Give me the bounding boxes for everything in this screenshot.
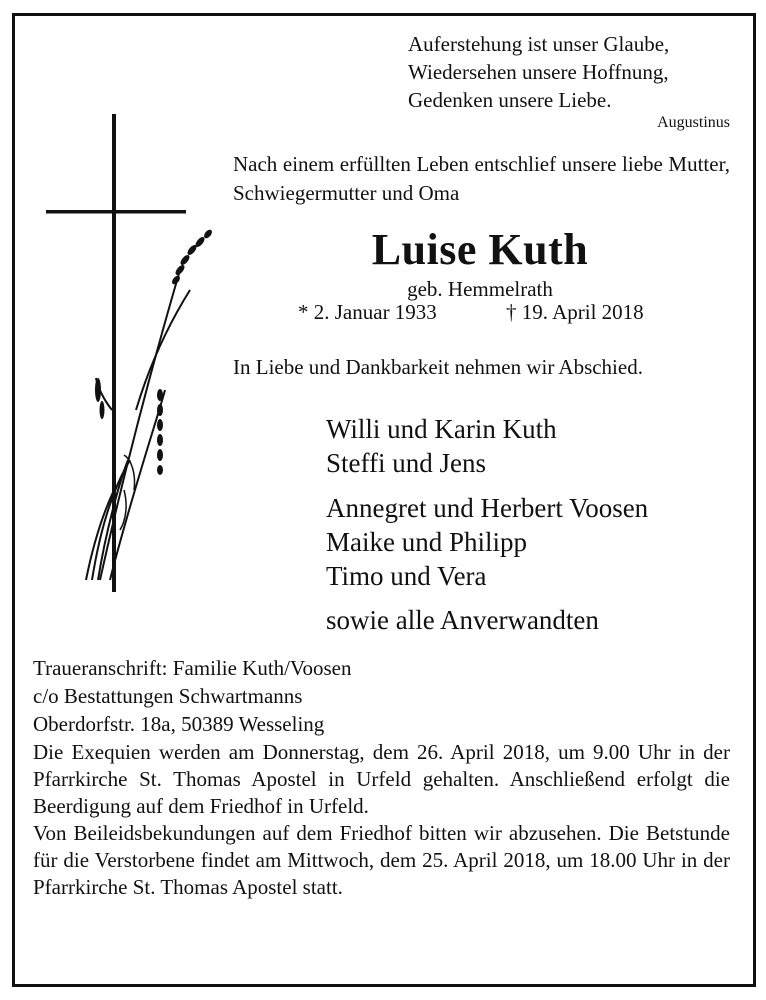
family-group [326, 603, 746, 637]
quote [408, 30, 738, 114]
quote-author: Augustinus [657, 114, 730, 131]
quote-line: Auferstehung ist unser Glaube, [408, 32, 670, 56]
deceased-name: Luise Kuth [371, 225, 589, 274]
birth-date: * 2. Januar 1933 [298, 300, 437, 324]
death-date: † 19. April 2018 [506, 300, 644, 324]
family-line: Annegret und Herbert Voosen [326, 493, 649, 523]
notice-paragraph: Von Beileidsbekundungen auf dem Friedhof bitten wir abzusehen. Die Betstunde für die Verstorbene findet am Mittwoch, dem 25. April 2018, um 18.00 Uhr in der Pfarrkirche St. Thomas Apostel statt. [33, 821, 730, 899]
intro-text: Nach einem erfüllten Leben entschlief unsere liebe Mutter, Schwiegermutter und Oma [233, 152, 730, 205]
farewell-text: In Liebe und Dankbarkeit nehmen wir Abschied. [233, 355, 643, 379]
family-line: Timo und Vera [326, 561, 487, 591]
family-line: Willi und Karin Kuth [326, 414, 557, 444]
birth-name: geb. Hemmelrath [407, 277, 553, 301]
quote-line: Gedenken unsere Liebe. [408, 88, 612, 112]
cross-with-wheat-icon [40, 110, 220, 600]
family-line: sowie alle Anverwandten [326, 605, 599, 635]
family-group [326, 491, 746, 593]
family-line: Maike und Philipp [326, 527, 527, 557]
family-line: Steffi und Jens [326, 448, 486, 478]
mourning-address [33, 654, 453, 738]
address-line: Traueranschrift: Familie Kuth/Voosen [33, 656, 352, 680]
notice-paragraph: Die Exequien werden am Donnerstag, dem 26. April 2018, um 9.00 Uhr in der Pfarrkirche St. Thomas Apostel in Urfeld gehalten. Anschließend erfolgt die Beerdigung auf dem Friedhof in Urfeld. [33, 740, 730, 818]
quote-line: Wiedersehen unsere Hoffnung, [408, 60, 669, 84]
family-group [326, 412, 746, 480]
funeral-notice [33, 739, 730, 901]
address-line: Oberdorfstr. 18a, 50389 Wesseling [33, 712, 325, 736]
address-line: c/o Bestattungen Schwartmanns [33, 684, 303, 708]
